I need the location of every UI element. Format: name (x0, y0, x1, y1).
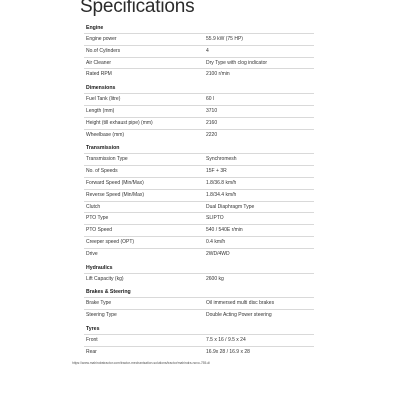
section-title: Hydraulics (86, 264, 113, 271)
spec-label: Height (till exhaust pipe) (mm) (86, 119, 153, 126)
section-title: Tyres (86, 325, 100, 332)
spec-value: 2600 kg (206, 275, 224, 282)
section-tyres (84, 324, 314, 358)
section-engine (84, 23, 314, 80)
spec-value: Double Acting Power steering (206, 312, 272, 319)
spec-row (84, 248, 314, 260)
spec-row (84, 189, 314, 201)
section-title: Brakes & Steering (86, 289, 131, 296)
spec-row (84, 224, 314, 236)
section-title: Dimensions (86, 85, 116, 92)
spec-value: 55.9 kW (75 HP) (206, 36, 243, 42)
section-title: Engine (86, 25, 104, 31)
spec-row (84, 129, 314, 141)
spec-label: Brake Type (86, 300, 112, 307)
spec-row (84, 309, 314, 321)
spec-label: Front (86, 336, 98, 343)
section-title: Transmission (86, 145, 120, 152)
section-dimensions (84, 83, 314, 140)
spec-row (84, 346, 314, 358)
spec-label: Creeper speed (OPT) (86, 238, 135, 245)
spec-label: Length (mm) (86, 107, 115, 114)
spec-label: No. of Speeds (86, 168, 118, 175)
spec-row (84, 68, 314, 80)
spec-label: Steering Type (86, 312, 117, 319)
spec-row (84, 334, 314, 346)
spec-value: Synchromesh (206, 156, 237, 163)
spec-value: Dry Type with clog indicator (206, 59, 268, 66)
footer-source-url[interactable]: https://www.mahindratractor.com/tractor-mechanisation-solutions/tractor/mahindra-novo-755-di (72, 361, 210, 365)
spec-row (84, 153, 314, 165)
spec-value: SLIPTO (206, 215, 224, 222)
spec-value: 60 l (206, 96, 215, 103)
spec-value: 2100 r/min (206, 71, 230, 78)
spec-label: Clutch (86, 203, 101, 210)
spec-label: PTO Speed (86, 227, 113, 234)
specifications-table (84, 22, 314, 361)
spec-row (84, 201, 314, 213)
spec-value: 1.8/34.4 km/h (206, 191, 237, 198)
spec-row (84, 177, 314, 189)
spec-value: 2160 (206, 119, 218, 126)
spec-row (84, 273, 314, 285)
spec-label: Lift Capacity (kg) (86, 275, 124, 282)
spec-label: Engine power (86, 36, 117, 42)
spec-label: No.of Cylinders (86, 47, 121, 54)
spec-value: 2WD/4WD (206, 250, 230, 257)
spec-value: 2220 (206, 131, 218, 138)
spec-value: 7.5 x 16 / 9.5 x 24 (206, 336, 246, 343)
spec-label: Reverse Speed (Min/Max) (86, 191, 145, 198)
page-title: Specifications (80, 0, 195, 17)
section-transmission (84, 143, 314, 259)
section-brakes-steering (84, 287, 314, 321)
spec-value: Oil immersed multi disc brakes (206, 300, 275, 307)
spec-label: Forward Speed (Min/Max) (86, 179, 144, 186)
spec-row (84, 105, 314, 117)
spec-label: Transmission Type (86, 156, 128, 163)
spec-label: PTO Type (86, 215, 109, 222)
spec-row (84, 33, 314, 45)
spec-row (84, 117, 314, 129)
spec-row (84, 297, 314, 309)
spec-label: Air Cleaner (86, 59, 112, 66)
spec-row (84, 165, 314, 177)
spec-value: 540 / 540E r/min (206, 227, 243, 234)
spec-value: 15F + 3R (206, 168, 227, 175)
spec-row (84, 57, 314, 69)
spec-row (84, 45, 314, 57)
spec-label: Wheelbase (mm) (86, 131, 125, 138)
spec-value: 0.4 km/h (206, 238, 226, 245)
spec-row (84, 93, 314, 105)
spec-row (84, 212, 314, 224)
spec-value: 3710 (206, 107, 218, 114)
spec-value: 1.8/36.8 km/h (206, 179, 237, 186)
spec-value: 16.9x 28 / 16.9 x 28 (206, 348, 250, 355)
spec-value: Dual Diaphragm Type (206, 203, 255, 210)
spec-value: 4 (206, 47, 209, 54)
spec-row (84, 236, 314, 248)
spec-label: Drive (86, 250, 98, 257)
spec-label: Fuel Tank (litre) (86, 96, 121, 103)
spec-label: Rated RPM (86, 71, 112, 78)
section-hydraulics (84, 263, 314, 285)
spec-label: Rear (86, 348, 97, 355)
